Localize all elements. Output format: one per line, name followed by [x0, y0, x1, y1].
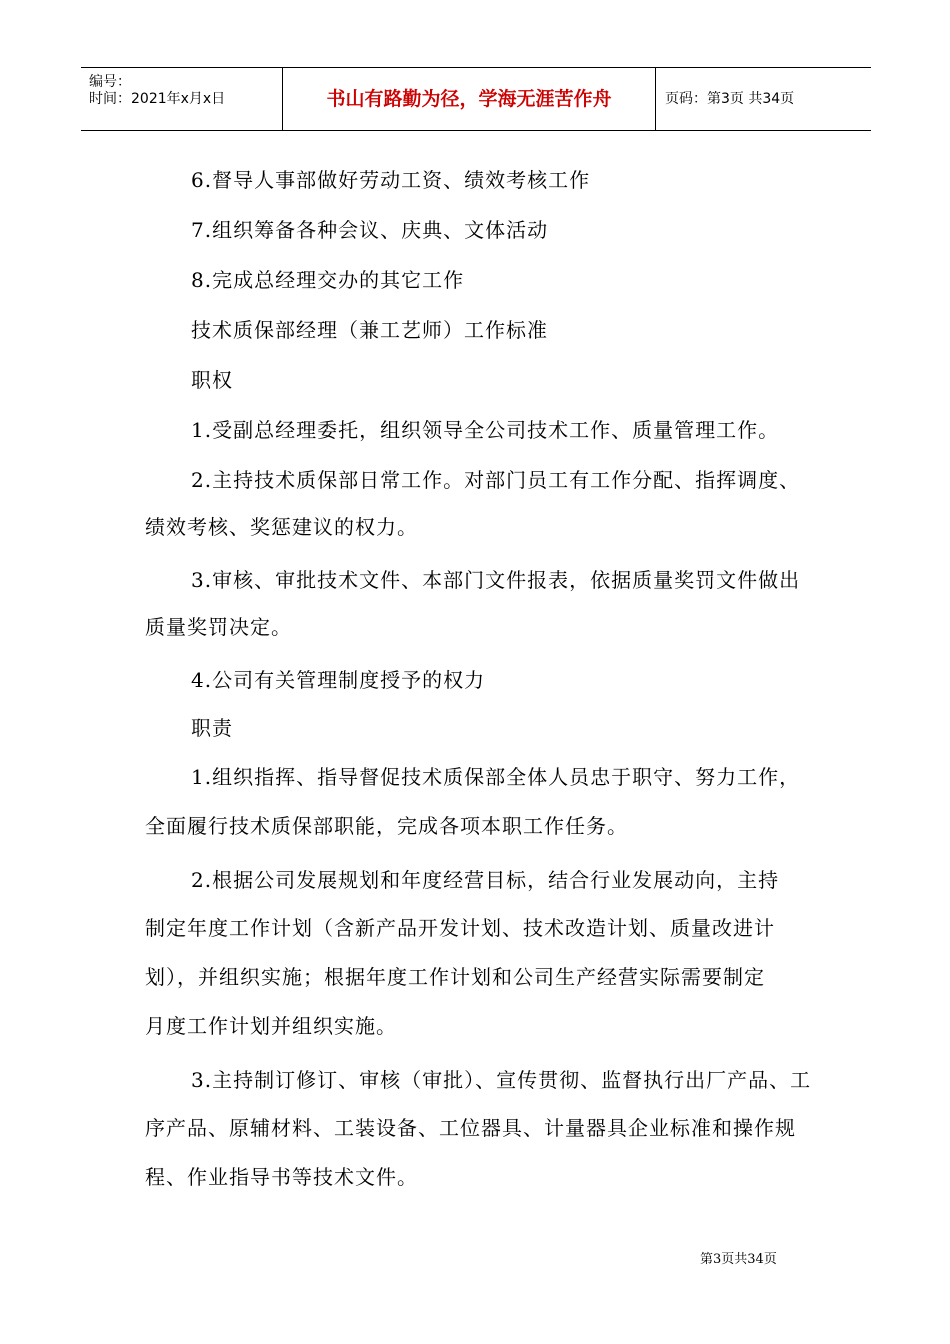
text-line: 1.受副总经理委托，组织领导全公司技术工作、质量管理工作。: [191, 418, 780, 442]
text-line: 全面履行技术质保部职能，完成各项本职工作任务。: [145, 814, 628, 838]
text-line: 2.根据公司发展规划和年度经营目标，结合行业发展动向，主持: [191, 868, 780, 892]
text-line: 3.审核、审批技术文件、本部门文件报表，依据质量奖罚文件做出: [191, 568, 801, 592]
header-page-cell: [655, 68, 871, 130]
header-meta-cell: [81, 68, 281, 130]
text-line: 划），并组织实施；根据年度工作计划和公司生产经营实际需要制定: [145, 965, 765, 989]
text-line: 8.完成总经理交办的其它工作: [191, 268, 465, 292]
text-line: 3.主持制订修订、审核（审批）、宣传贯彻、监督执行出厂产品、工: [191, 1068, 812, 1092]
page-header: [81, 67, 871, 131]
text-line: 6.督导人事部做好劳动工资、绩效考核工作: [191, 168, 591, 192]
subsection-heading: 职责: [191, 716, 233, 740]
time-label: 时间：2021年x月x日: [89, 91, 226, 107]
subsection-heading: 职权: [191, 368, 233, 392]
text-line: 制定年度工作计划（含新产品开发计划、技术改造计划、质量改进计: [145, 916, 775, 940]
page-footer: 第3页共34页: [700, 1252, 777, 1267]
text-line: 月度工作计划并组织实施。: [145, 1014, 397, 1038]
text-line: 质量奖罚决定。: [145, 615, 292, 639]
page-info: 页码：第3页 共34页: [665, 91, 795, 107]
text-line: 序产品、原辅材料、工装设备、工位器具、计量器具企业标准和操作规: [145, 1116, 796, 1140]
text-line: 7.组织筹备各种会议、庆典、文体活动: [191, 218, 549, 242]
number-label: 编号：: [89, 74, 131, 90]
text-line: 绩效考核、奖惩建议的权力。: [145, 515, 418, 539]
text-line: 1.组织指挥、指导督促技术质保部全体人员忠于职守、努力工作，: [191, 765, 801, 789]
section-heading: 技术质保部经理（兼工艺师）工作标准: [191, 318, 548, 342]
text-line: 程、作业指导书等技术文件。: [145, 1165, 418, 1189]
text-line: 2.主持技术质保部日常工作。对部门员工有工作分配、指挥调度、: [191, 468, 801, 492]
text-line: 4.公司有关管理制度授予的权力: [191, 668, 486, 692]
header-motto-cell: [282, 68, 656, 130]
motto-text: 书山有路勤为径，学海无涯苦作舟: [326, 88, 612, 110]
